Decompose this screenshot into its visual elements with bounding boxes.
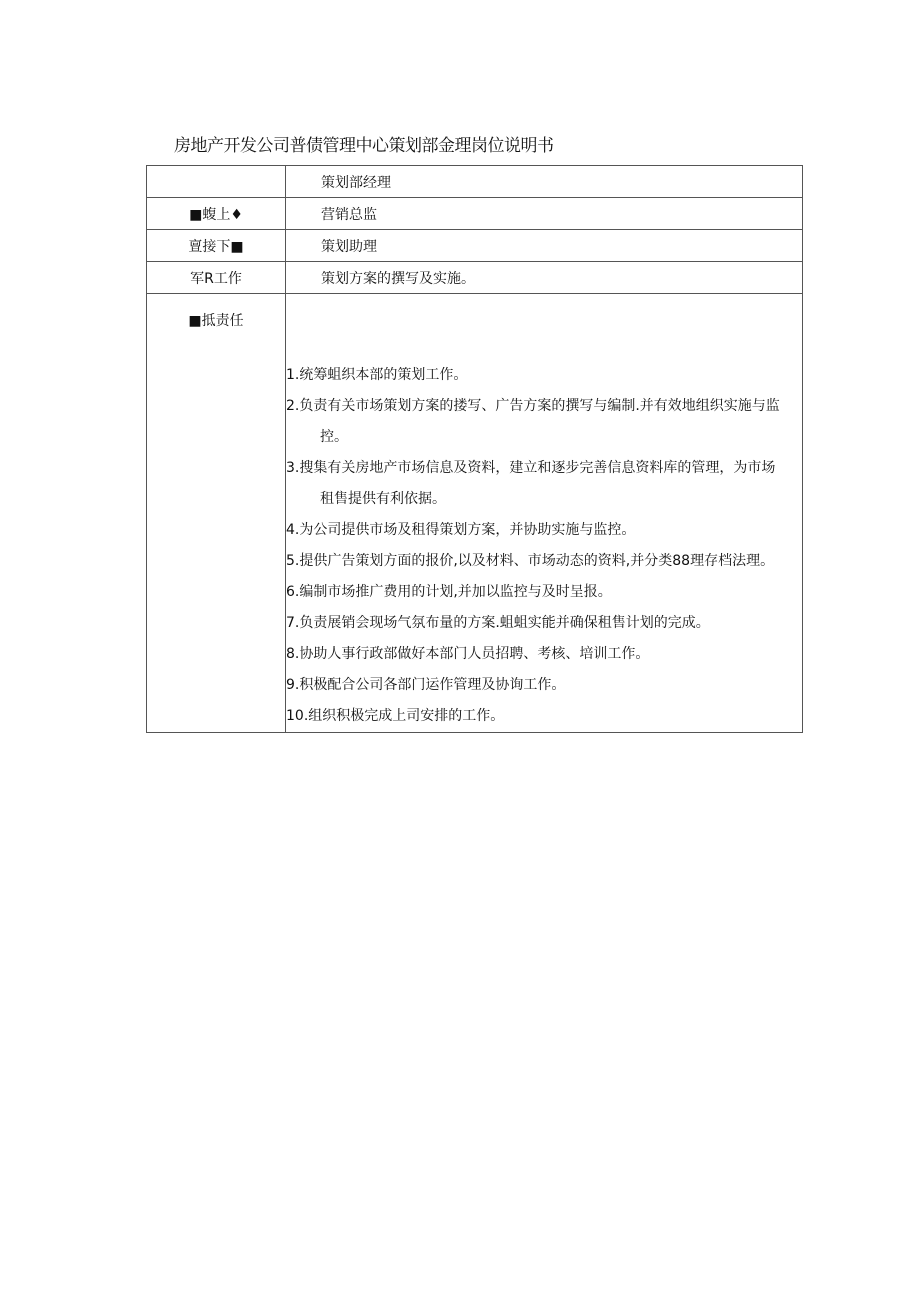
position-label [147,166,286,198]
superior-label: ■蝮上♦ [147,198,286,230]
job-description-table [146,165,803,733]
position-value: 策划部经理 [286,166,803,198]
duty-line-continued: 租售提供有利依据。 [320,491,446,507]
duties-list [286,360,802,732]
duty-line: 9.积极配合公司各部门运作管理及协询工作。 [286,677,566,693]
duty-line-continued: 控。 [320,429,348,445]
duty-line: 8.协助人事行政部做好本部门人员招聘、考核、培训工作。 [286,646,650,662]
duty-line: 1.统筹蛆织本部的策划工作。 [286,367,468,383]
duties-label: ■抵责任 [188,313,244,329]
duty-line: 10.组织积极完成上司安排的工作。 [286,708,505,724]
main-work-label: 军R工作 [147,262,286,294]
list-item [286,546,802,577]
duty-line: 2.负责有关市场策划方案的搂写、广告方案的撰写与编制.并有效地组织实施与监 [286,398,780,414]
main-work-value: 策划方案的撰写及实施。 [286,262,803,294]
duty-line: 4.为公司提供市场及租得策划方案，并协助实施与监控。 [286,522,636,538]
list-item [286,391,802,453]
table-row-position [147,166,803,198]
list-item [286,577,802,608]
duty-line: 3.搜集有关房地产市场信息及资料，建立和逐步完善信息资料库的管理，为市场 [286,460,776,476]
subordinate-label: 亶接下■ [147,230,286,262]
duty-line: 5.提供广告策划方面的报价,以及材料、市场动态的资料,并分类88理存档法理。 [286,553,775,569]
subordinate-value: 策划助理 [286,230,803,262]
table-row-duties [147,294,803,733]
list-item [286,453,802,515]
table-row-main-work [147,262,803,294]
list-item [286,515,802,546]
table-row-subordinate [147,230,803,262]
list-item [286,360,802,391]
duty-line: 7.负责展销会现场气氛布量的方案.蛆蛆实能并确保租售计划的完成。 [286,615,710,631]
list-item [286,608,802,639]
list-item [286,701,802,732]
document-title: 房地产开发公司普债管理中心策划部金理岗位说明书 [174,136,554,156]
table-row-superior [147,198,803,230]
list-item [286,639,802,670]
duty-line: 6.编制市场推广费用的计划,并加以监控与及时呈报。 [286,584,612,600]
list-item [286,670,802,701]
superior-value: 营销总监 [286,198,803,230]
duties-label-cell [147,294,286,733]
duties-cell [286,294,803,733]
